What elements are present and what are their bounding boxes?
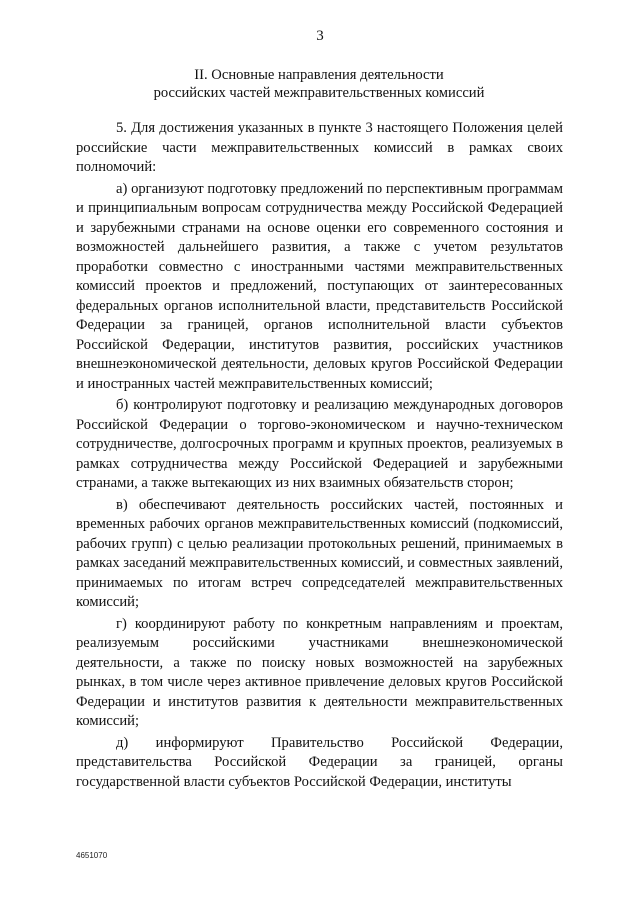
paragraph-5g: г) координируют работу по конкретным направлениям и проектам, реализуемым российскими участниками внешнеэкономической деятельности, а также по поиску новых возможностей на зарубежных рынках, в том числе через активное привлечение деловых кругов Российской Федерации и институтов развития к деятельности межправительственных комиссий;	[76, 615, 563, 729]
paragraph-5v: в) обеспечивают деятельность российских частей, постоянных и временных рабочих органов межправительственных комиссий (подкомиссий, рабочих групп) с целью реализации протокольных решений, принимаемых в рамках заседаний межправительственных комиссий, и совместных заявлений, принимаемых по итогам встреч сопредседателей межправительственных комиссий;	[76, 496, 563, 610]
section-heading-line-2: российских частей межправительственных комиссий	[153, 85, 485, 101]
document-body	[76, 119, 563, 794]
paragraph-5b: б) контролируют подготовку и реализацию международных договоров Российской Федерации о торгово-экономическом и научно-техническом сотрудничестве, долгосрочных программ и крупных проектов, реализуемых в рамках сотрудничества между Российской Федерацией и зарубежными странами, а также вытекающих из них взаимных обязательств сторон;	[76, 397, 563, 491]
paragraph-5d: д) информируют Правительство Российской Федерации, представительства Российской Федерации за границей, органы государственной власти субъектов Российской Федерации, институты	[76, 734, 563, 790]
section-heading	[76, 66, 562, 102]
page-number: 3	[316, 28, 324, 44]
paragraph-5: 5. Для достижения указанных в пункте 3 настоящего Положения целей российские части межправительственных комиссий в рамках своих полномочий:	[76, 120, 563, 175]
section-heading-line-1: II. Основные направления деятельности	[194, 67, 444, 83]
document-code: 4651070	[76, 851, 108, 860]
paragraph-5a: а) организуют подготовку предложений по перспективным программам и принципиальным вопросам сотрудничества между Российской Федерацией и зарубежными странами на основе оценки его современного состояния и возможностей дальнейшего развития, а также с учетом результатов проработки совместно с иностранными частями межправительственных комиссий проектов и предложений, поступающих от заинтересованных федеральных органов исполнительной власти, представительств Российской Федерации за границей, органов исполнительной власти субъектов Российской Федерации, институтов развития, российских участников внешнеэкономической деятельности, деловых кругов Российской Федерации и иностранных частей межправительственных комиссий;	[76, 180, 563, 392]
